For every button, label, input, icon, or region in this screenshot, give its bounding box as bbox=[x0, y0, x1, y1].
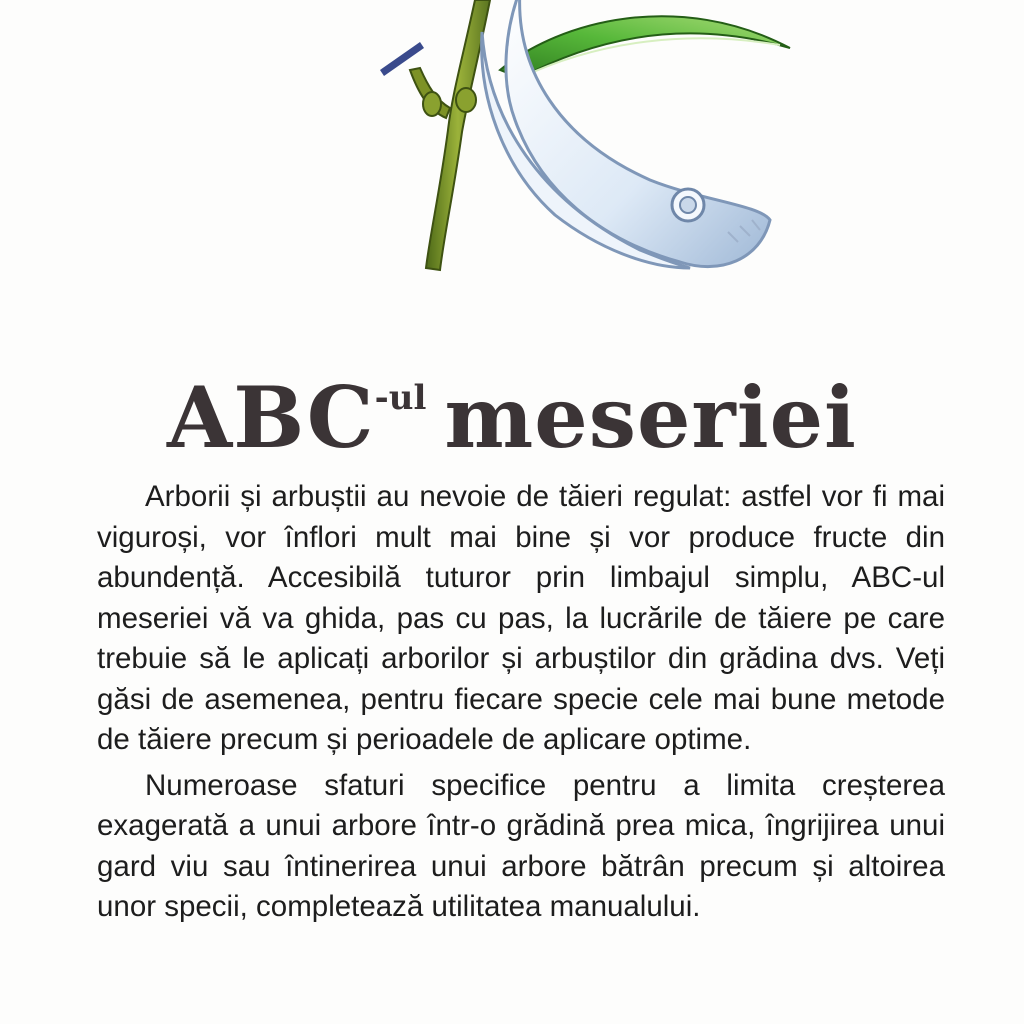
page-title bbox=[0, 352, 1024, 467]
plant-stem bbox=[410, 0, 490, 270]
title-superscript: -ul bbox=[374, 378, 427, 418]
pruning-shears-illustration bbox=[0, 0, 1024, 300]
paragraph-1: Arborii și arbuștii au nevoie de tăieri regulat: astfel vor fi mai viguroși, vor înflori mult mai bine și vor produce fructe din abundență. Accesibilă tuturor prin limbajul simplu, ABC-ul meseriei vă va ghida, pas cu pas, la lucrările de tăiere pe care trebuie să le aplicați arborilor și arbuștilor din grădina dvs. Veți găsi de asemenea, pentru fiecare specie cele mai bune metode de tăiere precum și perioadele de aplicare optime. bbox=[97, 480, 945, 756]
paragraph-2: Numeroase sfaturi specifice pentru a limita creșterea exagerată a unui arbore într-o grădină prea mica, îngrijirea unui gard viu sau întinerirea unui arbore bătrân precum și altoirea unor specii, completează utilitatea manualului. bbox=[97, 768, 945, 923]
description-text bbox=[97, 477, 945, 933]
leaf-icon bbox=[500, 16, 790, 78]
title-rest: meseriei bbox=[444, 368, 857, 467]
title-main: ABC bbox=[167, 368, 375, 467]
